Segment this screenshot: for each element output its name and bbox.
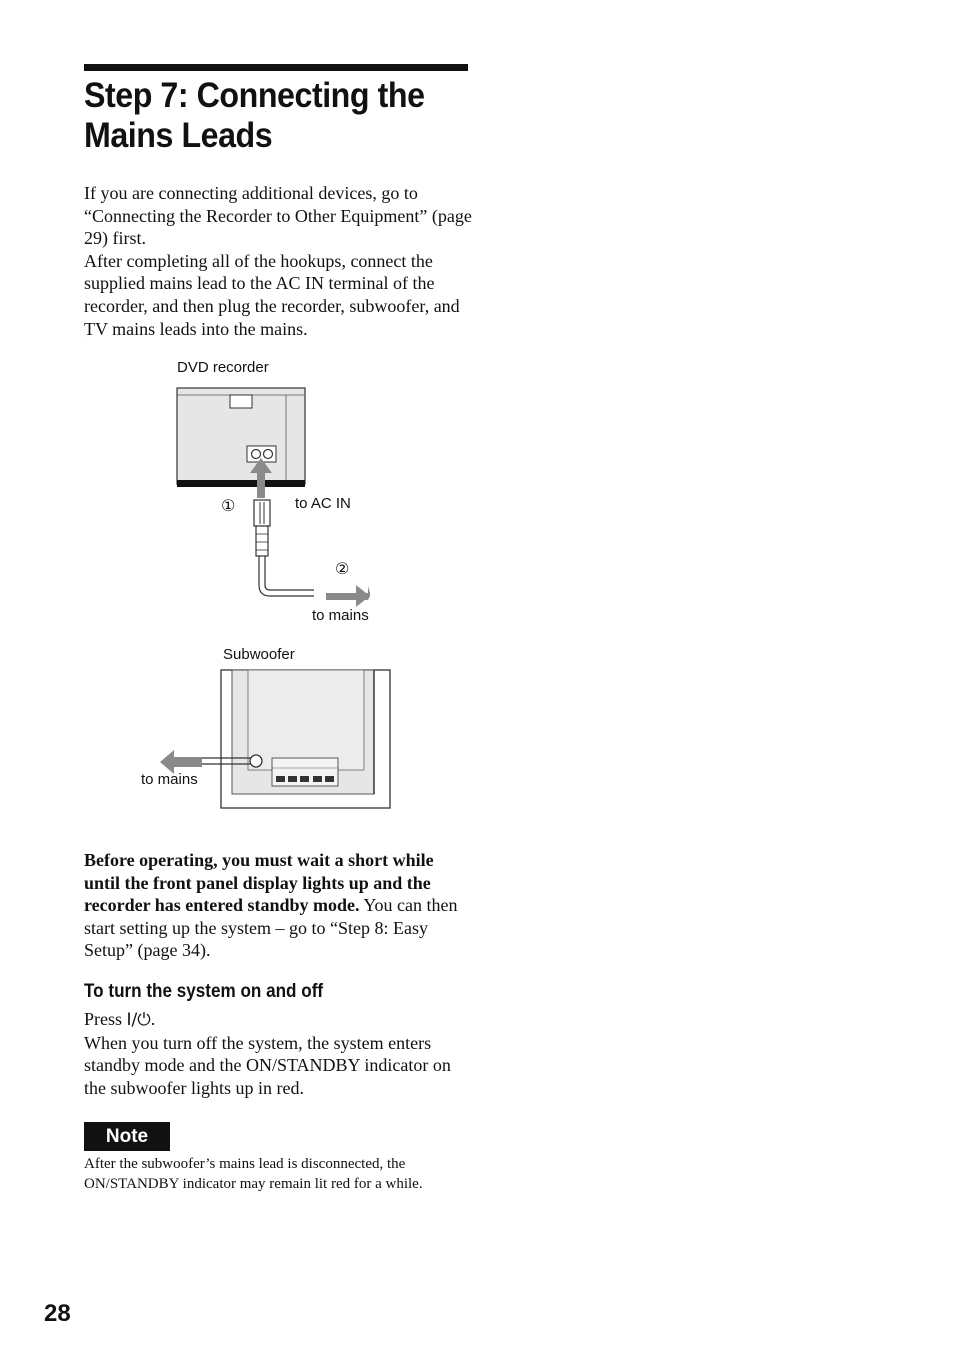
page-title-line-1: Step 7: Connecting the: [84, 76, 425, 115]
recorder-slot: [230, 395, 252, 408]
title-rule: [84, 64, 468, 71]
to-mains-label-subwoofer: to mains: [141, 771, 198, 788]
standby-followup-text: You can then start setting up the system – go to “Step 8: Easy Setup” (page 34).: [84, 895, 458, 961]
turn-on-off-section: [84, 1008, 474, 1099]
turn-off-description: When you turn off the system, the system enters standby mode and the ON/STANDBY indicator on the subwoofer lights up in red.: [84, 1032, 451, 1098]
step-2-marker: ②: [335, 559, 350, 578]
page-title: [84, 76, 452, 156]
to-ac-in-label: to AC IN: [295, 495, 351, 512]
press-instruction: [84, 1008, 474, 1032]
intro-paragraph-1: If you are connecting additional devices, go to “Connecting the Recorder to Other Equipment” (page 29) first.: [84, 183, 472, 249]
dvd-recorder-label: DVD recorder: [177, 359, 269, 376]
connection-illustration: [130, 350, 410, 820]
standby-paragraph: [84, 849, 474, 962]
mains-plug: [254, 500, 270, 526]
power-icon: I/⏻: [126, 1010, 151, 1030]
press-suffix: .: [150, 1009, 156, 1029]
mains-lead-diagram: [130, 350, 410, 820]
page-title-line-2: Mains Leads: [84, 116, 273, 155]
subwoofer-label: Subwoofer: [223, 646, 295, 663]
standby-warning-bold: Before operating, you must wait a short while until the front panel display lights up and the recorder has entered standby mode.: [84, 850, 434, 916]
recorder-base: [177, 480, 305, 487]
intro-paragraph-2: After completing all of the hookups, connect the supplied mains lead to the AC IN terminal of the recorder, and then plug the recorder, subwoofer, and TV mains leads into the mains.: [84, 250, 460, 339]
note-badge: Note: [84, 1122, 170, 1151]
step-1-marker: ①: [221, 496, 236, 515]
to-mains-arrow-right: [326, 585, 370, 607]
to-mains-label-recorder: to mains: [312, 607, 369, 624]
mains-cable: [259, 556, 314, 596]
plug-strain-relief: [256, 526, 268, 556]
press-prefix: Press: [84, 1009, 127, 1029]
subwoofer-mains-socket: [250, 755, 262, 767]
intro-section: [84, 182, 474, 340]
turn-on-off-heading: To turn the system on and off: [84, 981, 324, 1002]
note-text: After the subwoofer’s mains lead is disconnected, the ON/STANDBY indicator may remain lit red for a while.: [84, 1156, 423, 1192]
stray-mark: ·: [84, 340, 86, 346]
page-number: 28: [44, 1300, 71, 1327]
